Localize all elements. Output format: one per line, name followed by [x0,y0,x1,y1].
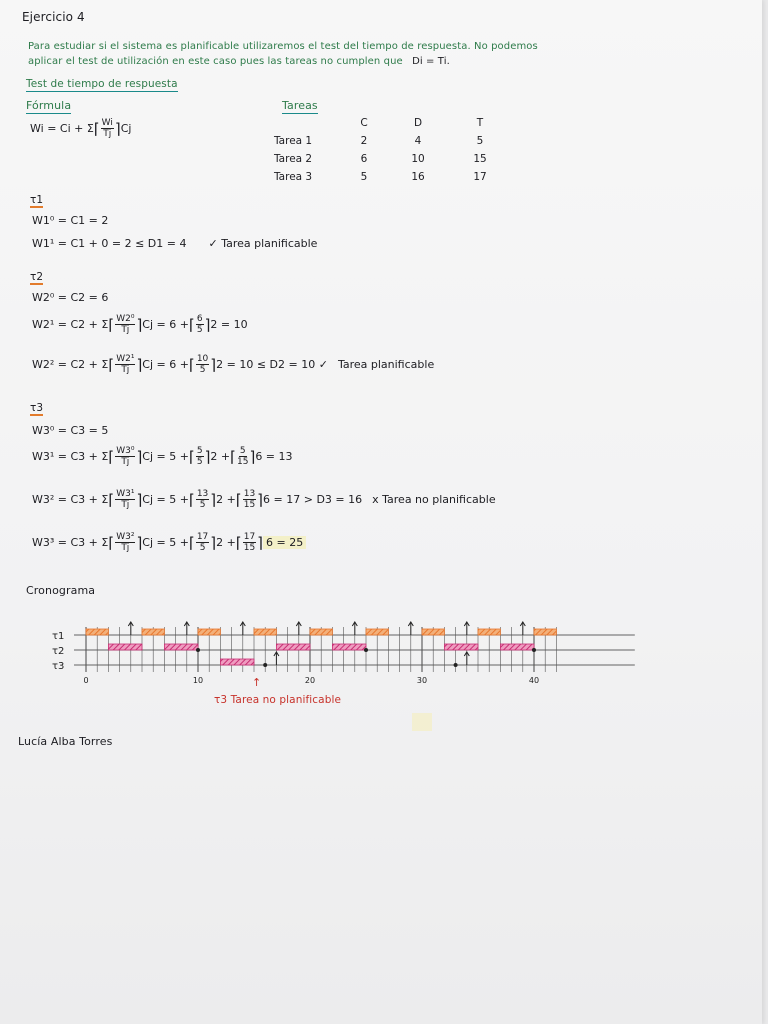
author-name: Lucía Alba Torres [18,735,113,748]
formula-label: Fórmula [26,99,72,112]
t1-exec-bar [422,629,444,635]
t2-exec-bar [444,644,478,650]
row-label: τ1 [52,631,65,642]
t3-deadline-dot [454,663,458,667]
t1-label: τ1 [30,194,44,206]
formula: Wi = Ci + Σ ⌈ $\frac{Wi}{Tj}$ ⌉ Cj [30,118,132,139]
t1-exec-bar [366,629,388,635]
t3-line-2: W3¹ = C3 + Σ ⌈ $\frac{\text{W3⁰}}{Tj}$ ⌉ Cj = 5 + ⌈ $\frac{5}{5}$ ⌉ 2 + ⌈ $\frac{5}{15}$ ⌉ 6 = 13 [32,446,293,467]
t1-exec-bar [310,629,332,635]
t3-note: x Tarea no planificable [372,493,496,506]
t3-line-3: W3² = C3 + Σ ⌈ $\frac{\text{W3¹}}{Tj}$ ⌉ Cj = 5 + ⌈ $\frac{13}{5}$ ⌉ 2 + ⌈ $\frac{13}{15}$ ⌉ 6 = 17 > D3 = 16 x Tarea no planificable [32,489,496,510]
t2-line-1: W2⁰ = C2 = 6 [32,291,109,304]
tick-label: 40 [528,676,540,685]
tick-label: 10 [192,676,204,685]
t2-exec-bar [276,644,310,650]
t1-line-2-eq: W1¹ = C1 + 0 = 2 ≤ D1 = 4 [32,237,187,250]
tasks-row: Tarea 1 2 4 5 [274,135,484,147]
t1-line-1: W1⁰ = C1 = 2 [32,214,109,227]
t2-exec-bar [500,644,534,650]
t1-exec-bar [534,629,556,635]
t2-label: τ2 [30,271,44,283]
t3-line-4: W3³ = C3 + Σ ⌈ $\frac{\text{W3²}}{Tj}$ ⌉ Cj = 5 + ⌈ $\frac{17}{5}$ ⌉ 2 + ⌈ $\frac{17}{15}$ ⌉ 6 = 25 [32,532,306,553]
t1-line-2 [32,237,317,250]
tasks-table [274,114,510,186]
tick-label: 20 [304,676,316,685]
formula-num: Wi [101,118,113,128]
t2-exec-bar [108,644,142,650]
tasks-header-row: C D T [360,117,484,129]
cronograma-chart [40,615,660,710]
crono-note: τ3 Tarea no planificable [214,694,342,706]
crono-title: Cronograma [26,584,96,597]
intro-line-1: Para estudiar si el sistema es planificable utilizaremos el test del tiempo de respuesta. No podemos [28,41,538,52]
t2-note: Tarea planificable [337,358,435,371]
sticky-tab [412,713,432,731]
row-label: τ2 [52,646,65,657]
t2-deadline-dot [364,648,368,652]
formula-rhs: Cj [120,122,132,135]
formula-den: Tj [103,129,112,139]
t1-exec-bar [254,629,276,635]
missed-deadline-arrow-icon: ↑ [252,676,262,689]
t1-exec-bar [86,629,108,635]
t1-exec-bar [198,629,220,635]
intro-line-2-text: aplicar el test de utilización en este caso pues las tareas no cumplen que [28,56,403,67]
t2-line-3: W2² = C2 + Σ ⌈ $\frac{\text{W2¹}}{Tj}$ ⌉ Cj = 6 + ⌈ $\frac{10}{5}$ ⌉ 2 = 10 ≤ D2 = 10 ✓ Tarea planificable [32,354,435,375]
t1-exec-bar [478,629,500,635]
t2-exec-bar [332,644,366,650]
tick-label: 30 [416,676,428,685]
tasks-row: Tarea 3 5 16 17 [274,171,487,183]
t2-line-2: W2¹ = C2 + Σ ⌈ $\frac{\text{W2⁰}}{Tj}$ ⌉ Cj = 6 + ⌈ $\frac{6}{5}$ ⌉ 2 = 10 [32,314,248,335]
t3-result-highlight: 6 = 25 [263,536,306,549]
t3-exec-bar [220,659,254,665]
t2-deadline-dot [532,648,536,652]
intro-line-2 [28,56,450,67]
exercise-heading: Ejercicio 4 [22,10,85,24]
test-title: Test de tiempo de respuesta [26,78,178,90]
t2-exec-bar [164,644,198,650]
t2-deadline-dot [196,648,200,652]
t3-deadline-dot [263,663,267,667]
formula-lhs: Wi = Ci + Σ [30,122,94,135]
t1-note: ✓ Tarea planificable [208,237,318,250]
t3-label: τ3 [30,402,44,414]
tasks-label: Tareas [282,99,318,112]
t1-exec-bar [142,629,164,635]
tasks-row: Tarea 2 6 10 15 [274,153,487,165]
tick-label: 0 [83,676,89,685]
row-label: τ3 [52,661,65,672]
intro-condition: Di = Ti. [412,56,450,67]
t3-line-1: W3⁰ = C3 = 5 [32,424,109,437]
